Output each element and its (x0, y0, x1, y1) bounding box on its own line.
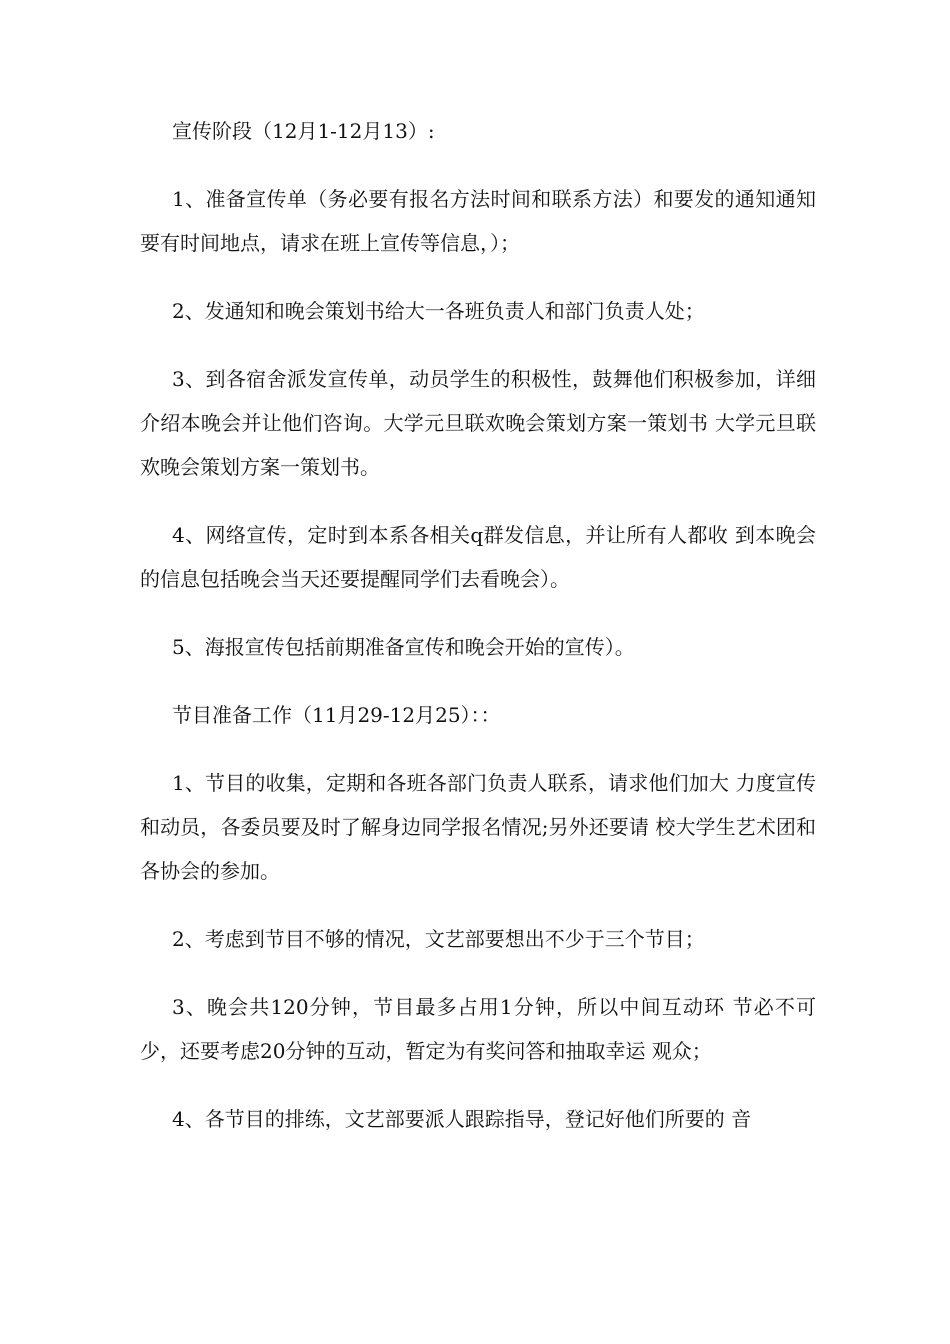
paragraph-program-1: 1、节目的收集，定期和各班各部门负责人联系，请求他们加大 力度宣传和动员，各委员要及时了解身边同学报名情况;另外还要请 校大学生艺术团和各协会的参加。 (140, 771, 816, 883)
paragraph-publicity-3: 3、到各宿舍派发宣传单，动员学生的积极性，鼓舞他们积极参加，详细介绍本晚会并让他们咨询。大学元旦联欢晚会策划方案一策划书 大学元旦联欢晚会策划方案一策划书。 (140, 367, 816, 479)
paragraph-program-4: 4、各节目的排练，文艺部要派人跟踪指导，登记好他们所要的 音 (172, 1107, 752, 1131)
section-heading-publicity: 宣传阶段（12月1-12月13）: (172, 119, 435, 143)
paragraph-program-3: 3、晚会共120分钟，节目最多占用1分钟，所以中间互动环 节必不可少，还要考虑20分钟的互动，暂定为有奖问答和抽取幸运 观众； (140, 995, 816, 1063)
paragraph-publicity-1: 1、准备宣传单（务必要有报名方法时间和联系方法）和要发的通知通知要有时间地点，请求在班上宣传等信息，）； (140, 187, 816, 255)
document-body (140, 109, 816, 1165)
paragraph-publicity-2: 2、发通知和晚会策划书给大一各班负责人和部门负责人处； (172, 299, 705, 323)
paragraph-publicity-4: 4、网络宣传，定时到本系各相关q群发信息，并让所有人都收 到本晚会的信息包括晚会当天还要提醒同学们去看晚会）。 (140, 523, 816, 591)
paragraph-publicity-5: 5、海报宣传包括前期准备宣传和晚会开始的宣传）。 (172, 635, 635, 659)
section-heading-program: 节目准备工作（11月29-12月25）：： (172, 703, 501, 727)
paragraph-program-2: 2、考虑到节目不够的情况，文艺部要想出不少于三个节目； (172, 927, 705, 951)
